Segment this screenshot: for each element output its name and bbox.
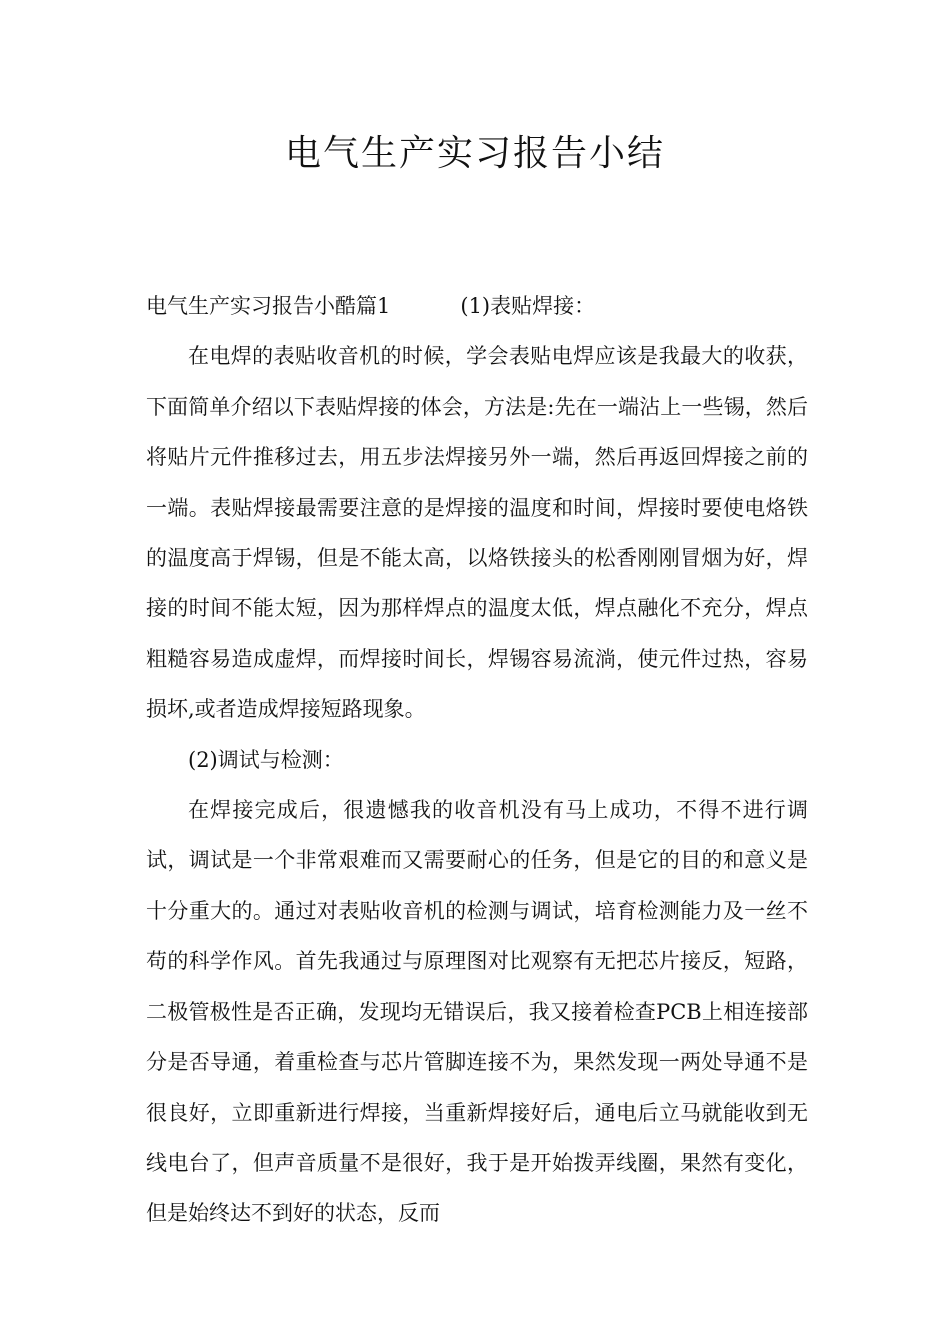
section-heading-soldering: (1)表贴焊接： (460, 294, 596, 318)
paragraph-debugging: 在焊接完成后，很遗憾我的收音机没有马上成功，不得不进行调试，调试是一个非常艰难而又需要耐心的任务，但是它的目的和意义是十分重大的。通过对表贴收音机的检测与调试，培育检测能力及一丝不苟的科学作风。首先我通过与原理图对比观察有无把芯片接反，短路，二极管极性是否正确，发现均无错误后，我又接着检查PCB上相连接部分是否导通，着重检查与芯片管脚连接不为，果然发现一两处导通不是很良好，立即重新进行焊接，当重新焊接好后，通电后立马就能收到无线电台了，但声音质量不是很好，我于是开始拨弄线圈，果然有变化，但是始终达不到好的状态，反而 (146, 798, 808, 1226)
article-heading: 电气生产实习报告小酷篇1 (146, 294, 391, 318)
section-heading-debugging: (2)调试与检测： (188, 747, 344, 772)
document-body (146, 281, 808, 1239)
intro-line (146, 281, 808, 331)
paragraph-soldering: 在电焊的表贴收音机的时候，学会表贴电焊应该是我最大的收获，下面简单介绍以下表贴焊接的体会，方法是:先在一端沾上一些锡，然后将贴片元件推移过去，用五步法焊接另外一端，然后再返回焊接之前的一端。表贴焊接最需要注意的是焊接的温度和时间，焊接时要使电烙铁的温度高于焊锡，但是不能太高，以烙铁接头的松香刚刚冒烟为好，焊接的时间不能太短，因为那样焊点的温度太低，焊点融化不充分，焊点粗糙容易造成虚焊，而焊接时间长，焊锡容易流淌，使元件过热，容易损坏,或者造成焊接短路现象。 (146, 344, 808, 722)
document-title: 电气生产实习报告小结 (284, 133, 665, 174)
